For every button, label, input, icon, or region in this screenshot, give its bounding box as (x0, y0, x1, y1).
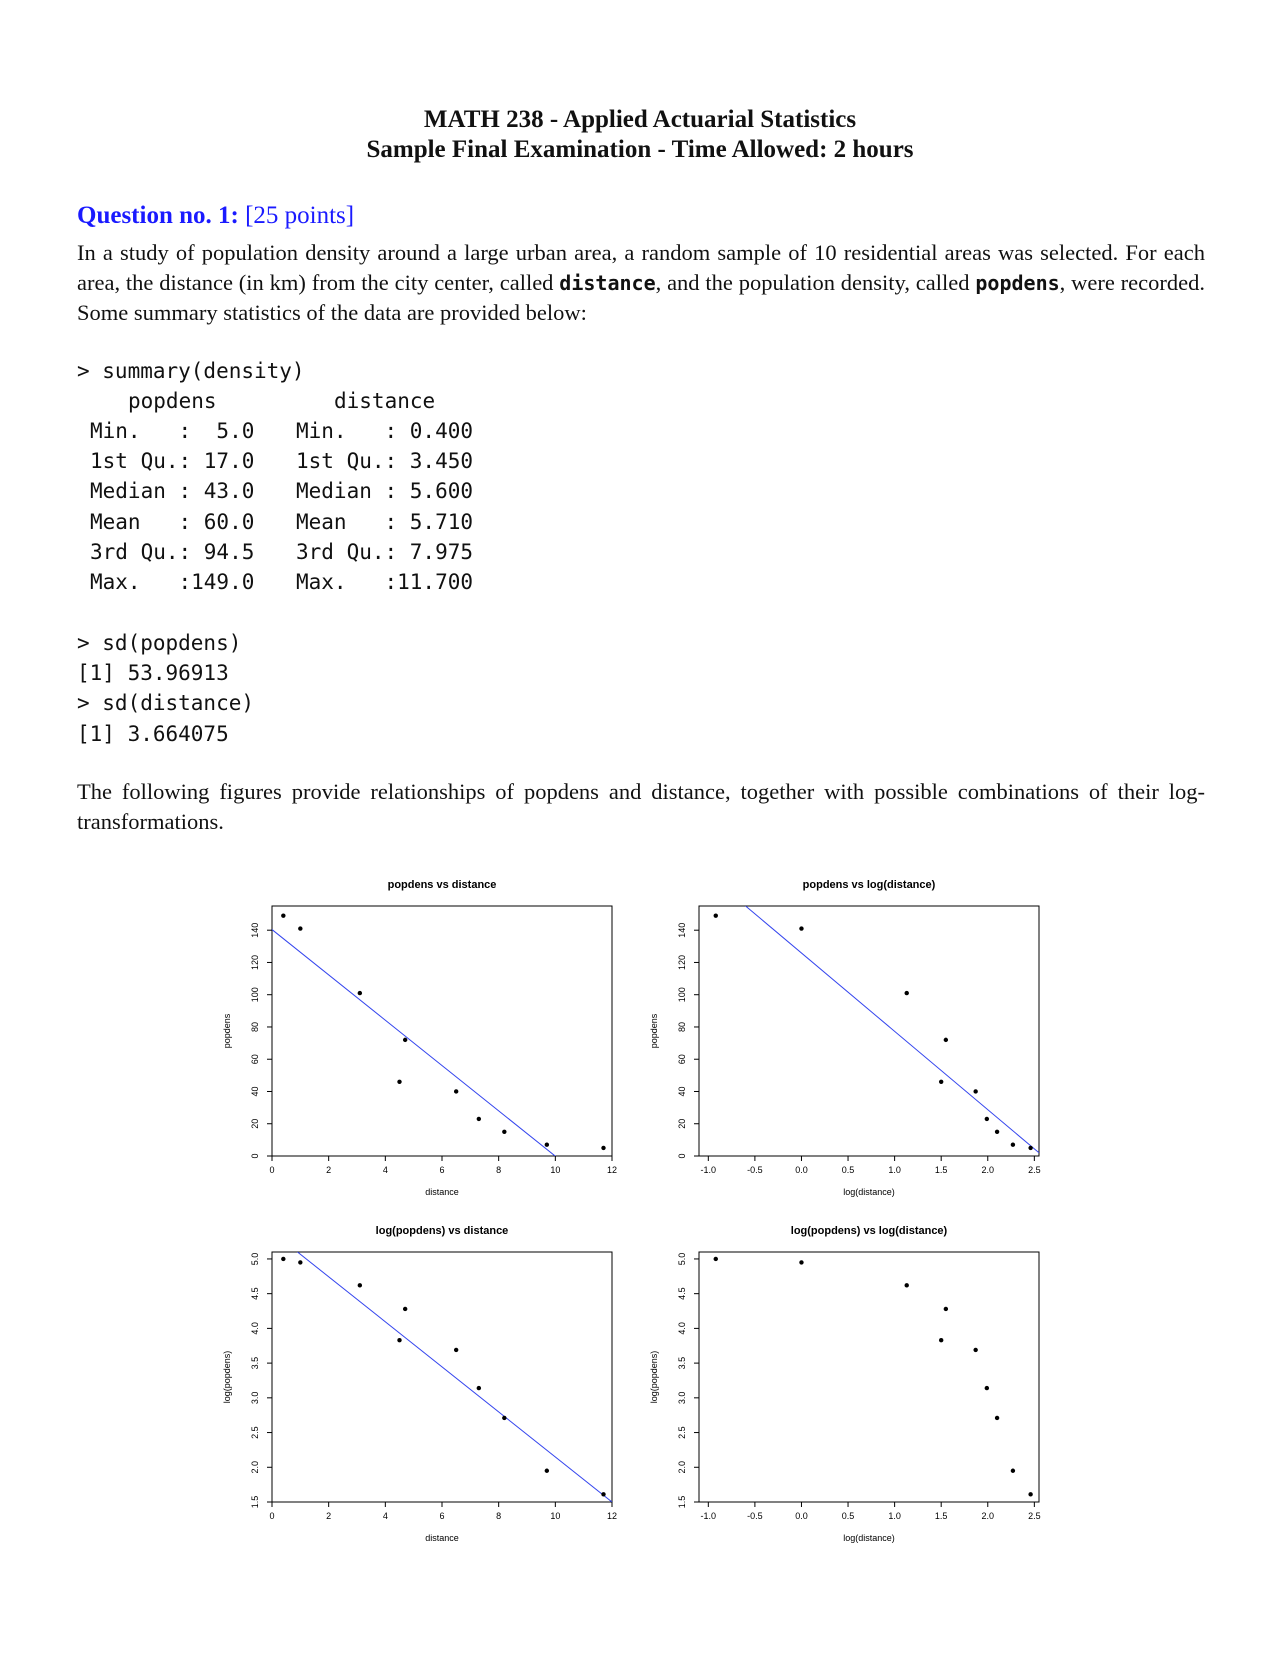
data-point (397, 1080, 401, 1084)
x-tick-label: 0.0 (795, 1511, 808, 1521)
intro-text-a: In a study of population density around a large urban area, a random sample of 10 residential areas was selected. For each area, the distance (in km) from the city center, called (77, 240, 1205, 295)
figures-description: The following figures provide relationships of popdens and distance, together with possible combinations of their log-transformations. (77, 779, 1205, 834)
y-tick-label: 120 (677, 954, 687, 970)
y-tick-label: 40 (677, 1086, 687, 1097)
y-axis-label: popdens (649, 1013, 659, 1049)
data-point (1011, 1469, 1015, 1473)
x-axis-label: distance (425, 1187, 459, 1197)
x-tick-label: 6 (439, 1165, 445, 1175)
y-tick-label: 60 (677, 1054, 687, 1065)
plot-frame (699, 1252, 1039, 1502)
x-tick-label: 2.5 (1028, 1165, 1041, 1175)
x-axis-label: distance (425, 1533, 459, 1543)
data-point (714, 913, 718, 917)
chart-title: popdens vs log(distance) (802, 879, 936, 891)
data-point (281, 1257, 285, 1261)
data-point (799, 1260, 803, 1264)
x-tick-label: 6 (439, 1511, 445, 1521)
summary-row: Min. : 5.0 (90, 419, 255, 443)
x-tick-label: 1.5 (934, 1511, 948, 1521)
y-tick-label: 2.5 (250, 1426, 260, 1439)
data-point (358, 1283, 362, 1287)
x-tick-label: 12 (606, 1511, 618, 1521)
y-tick-label: 120 (250, 954, 260, 970)
summary-row: Max. :11.700 (296, 570, 474, 595)
y-tick-label: 60 (250, 1054, 260, 1065)
y-tick-label: 4.5 (677, 1287, 687, 1300)
x-tick-label: 10 (550, 1165, 561, 1175)
summary-row: Median : 43.0 (90, 479, 255, 504)
y-tick-label: 0 (250, 1153, 260, 1159)
intro-text-c: , were recorded. Some summary statistics of the data are provided below: (77, 270, 1205, 325)
question-intro (77, 238, 1205, 328)
x-tick-label: 2 (326, 1511, 332, 1521)
y-tick-label: 1.5 (677, 1495, 687, 1509)
data-point (973, 1348, 977, 1352)
data-point (545, 1143, 549, 1147)
y-tick-label: 4.5 (250, 1287, 260, 1300)
data-point (454, 1348, 458, 1352)
summary-col2-header: distance (334, 389, 436, 413)
regression-line (298, 1252, 613, 1502)
y-tick-label: 3.0 (677, 1391, 687, 1405)
exam-title: MATH 238 - Applied Actuarial Statistics (423, 106, 857, 133)
data-point (939, 1080, 943, 1084)
summary-row: 1st Qu.: 3.450 (296, 449, 474, 474)
y-axis-label: log(popdens) (649, 1350, 659, 1404)
x-tick-label: 1.0 (888, 1511, 901, 1521)
chart-title: popdens vs distance (387, 879, 497, 891)
data-point (502, 1416, 506, 1420)
data-point (1028, 1146, 1032, 1150)
y-tick-label: 140 (250, 922, 260, 938)
sd-popdens-value: [1] 53.96913 (77, 661, 229, 686)
sd-popdens-command: > sd(popdens) (77, 631, 242, 655)
intro-text-b: , and the population density, called (655, 270, 976, 295)
chart-popdens-vs-distance (210, 870, 630, 1205)
y-tick-label: 3.5 (677, 1356, 687, 1370)
data-point (944, 1307, 948, 1311)
summary-command: > summary(density) (77, 359, 305, 383)
summary-row: Median : 5.600 (296, 479, 474, 504)
data-point (985, 1386, 989, 1390)
y-tick-label: 4.0 (250, 1322, 260, 1335)
exam-subtitle: Sample Final Examination - Time Allowed: 2 hours (366, 136, 914, 163)
summary-row: 1st Qu.: 17.0 (90, 449, 255, 474)
data-point (799, 926, 803, 930)
chart-title: log(popdens) vs log(distance) (790, 1225, 948, 1237)
summary-col1 (90, 416, 254, 597)
y-tick-label: 5.0 (677, 1252, 687, 1266)
y-axis-label: popdens (222, 1013, 232, 1049)
x-tick-label: 0.5 (841, 1165, 855, 1175)
x-tick-label: 8 (496, 1165, 502, 1175)
sd-distance-command: > sd(distance) (77, 691, 255, 716)
y-tick-label: 100 (677, 987, 687, 1003)
data-point (477, 1386, 481, 1390)
y-tick-label: 100 (250, 987, 260, 1003)
y-tick-label: 2.0 (250, 1461, 260, 1474)
x-tick-label: 12 (606, 1165, 618, 1175)
data-point (995, 1130, 999, 1134)
data-point (545, 1469, 549, 1473)
summary-row: 3rd Qu.: 94.5 (90, 539, 255, 564)
data-point (1028, 1492, 1032, 1496)
data-point (973, 1089, 977, 1093)
data-point (298, 1260, 302, 1264)
y-tick-label: 40 (250, 1086, 260, 1097)
data-point (939, 1338, 943, 1342)
y-tick-label: 5.0 (250, 1252, 260, 1266)
x-axis-label: log(distance) (843, 1187, 895, 1197)
x-tick-label: 1.0 (888, 1165, 901, 1175)
data-point (995, 1416, 999, 1420)
x-tick-label: 0.0 (795, 1165, 808, 1175)
data-point (905, 1283, 909, 1287)
question-points: [25 points] (245, 202, 355, 229)
plot-frame (272, 906, 612, 1156)
data-point (1011, 1143, 1015, 1147)
regression-line (746, 906, 1039, 1153)
summary-row: Mean : 60.0 (90, 509, 255, 534)
y-tick-label: 2.5 (677, 1426, 687, 1439)
x-tick-label: 2.0 (981, 1511, 995, 1521)
data-point (298, 926, 302, 930)
y-tick-label: 140 (677, 922, 687, 938)
code-distance: distance (559, 271, 656, 295)
y-tick-label: 4.0 (677, 1322, 687, 1335)
y-tick-label: 2.0 (677, 1461, 687, 1474)
data-point (905, 991, 909, 995)
scatter-plot-2 (210, 1216, 630, 1551)
y-tick-label: 3.5 (250, 1356, 260, 1370)
data-point (281, 913, 285, 917)
question-heading (77, 202, 354, 230)
data-point (601, 1492, 605, 1496)
data-point (397, 1338, 401, 1342)
x-tick-label: 0 (269, 1511, 275, 1521)
plot-frame (272, 1252, 612, 1502)
scatter-plot-0 (210, 870, 630, 1205)
x-tick-label: -0.5 (747, 1511, 763, 1521)
x-tick-label: 2.5 (1028, 1511, 1041, 1521)
y-tick-label: 3.0 (250, 1391, 260, 1405)
data-point (944, 1038, 948, 1042)
data-point (714, 1257, 718, 1261)
data-point (477, 1117, 481, 1121)
chart-logpopdens-vs-distance (210, 1216, 630, 1551)
chart-title: log(popdens) vs distance (375, 1225, 509, 1237)
x-tick-label: 4 (382, 1511, 388, 1521)
data-point (502, 1130, 506, 1134)
x-tick-label: 8 (496, 1511, 502, 1521)
y-tick-label: 0 (677, 1153, 687, 1159)
x-tick-label: -0.5 (747, 1165, 763, 1175)
x-tick-label: 2.0 (981, 1165, 995, 1175)
summary-row: Max. :149.0 (90, 570, 255, 595)
chart-logpopdens-vs-logdistance (637, 1216, 1057, 1551)
scatter-plot-1 (637, 870, 1057, 1205)
question-label: Question no. 1: (77, 202, 239, 229)
data-point (601, 1146, 605, 1150)
summary-col1-header: popdens (128, 389, 217, 413)
data-point (358, 991, 362, 995)
summary-col2 (296, 416, 473, 597)
sd-distance-value: [1] 3.664075 (77, 721, 229, 746)
x-tick-label: 0 (269, 1165, 275, 1175)
sd-output (77, 628, 254, 749)
x-tick-label: 4 (382, 1165, 388, 1175)
summary-row: Mean : 5.710 (296, 509, 474, 534)
x-tick-label: 2 (326, 1165, 332, 1175)
x-tick-label: 1.5 (934, 1165, 948, 1175)
code-popdens: popdens (975, 271, 1060, 295)
y-tick-label: 80 (250, 1021, 260, 1032)
x-tick-label: 0.5 (841, 1511, 855, 1521)
y-axis-label: log(popdens) (222, 1350, 232, 1404)
summary-row: 3rd Qu.: 7.975 (296, 539, 474, 564)
x-tick-label: -1.0 (700, 1165, 717, 1175)
data-point (985, 1117, 989, 1121)
x-axis-label: log(distance) (843, 1533, 895, 1543)
x-tick-label: 10 (550, 1511, 561, 1521)
y-tick-label: 1.5 (250, 1495, 260, 1509)
summary-row: Min. : 0.400 (296, 419, 474, 443)
y-tick-label: 20 (677, 1118, 687, 1129)
y-tick-label: 20 (250, 1118, 260, 1129)
scatter-plot-3 (637, 1216, 1057, 1551)
y-tick-label: 80 (677, 1021, 687, 1032)
data-point (403, 1038, 407, 1042)
data-point (454, 1089, 458, 1093)
chart-popdens-vs-logdistance (637, 870, 1057, 1205)
x-tick-label: -1.0 (700, 1511, 717, 1521)
data-point (403, 1307, 407, 1311)
